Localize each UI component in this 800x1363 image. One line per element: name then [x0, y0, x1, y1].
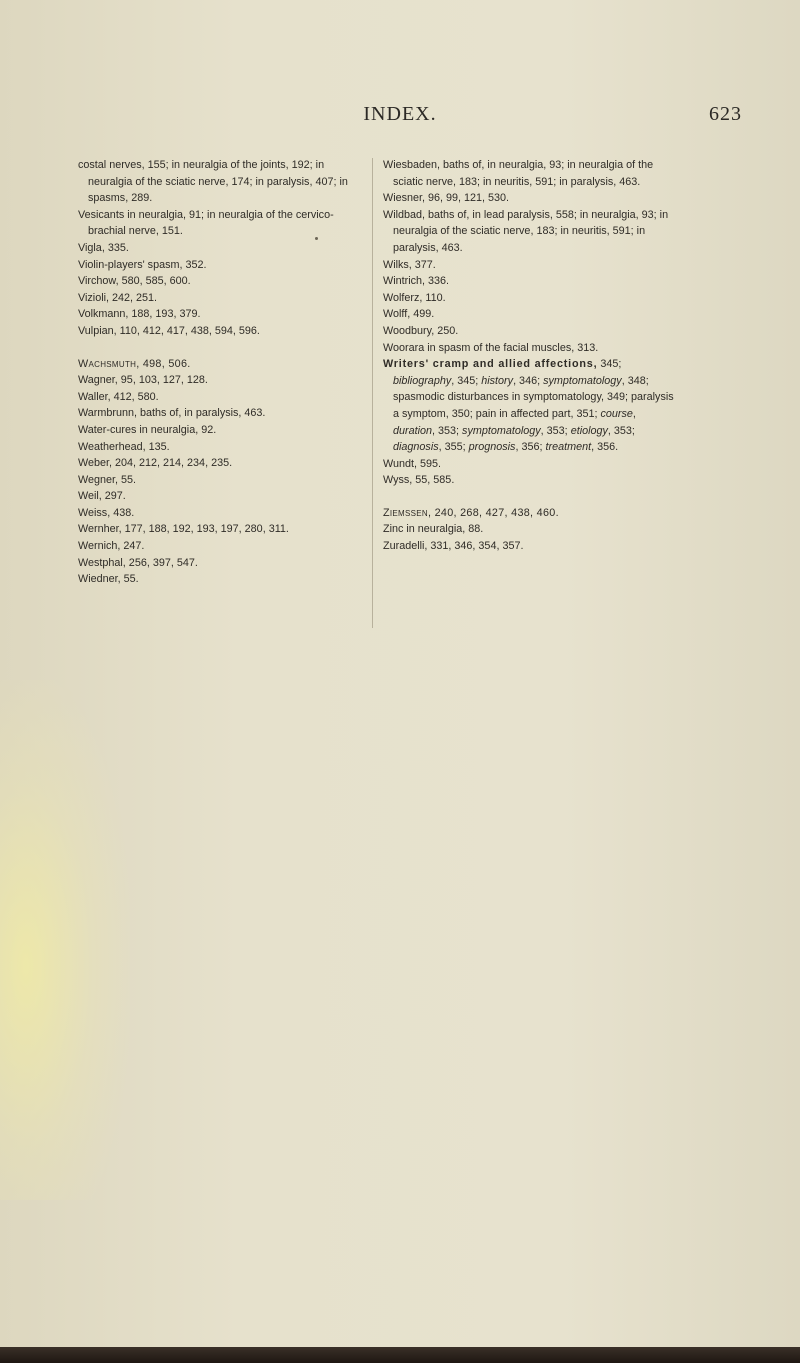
entry-text: , 353;	[607, 424, 635, 437]
entry-text: 345;	[600, 358, 622, 371]
index-entry-writers-cramp	[383, 356, 675, 456]
index-column-right	[383, 157, 675, 555]
index-entry: Wintrich, 336.	[383, 275, 450, 288]
index-entry: costal nerves, 155; in neuralgia of the joints, 192; in neuralgia of the sciatic nerve, 174; in paralysis, 407; in spasms, 289.	[78, 159, 348, 205]
index-entry: Warmbrunn, baths of, in paralysis, 463.	[78, 407, 266, 420]
index-entry: Woorara in spasm of the facial muscles, 313.	[383, 341, 599, 354]
index-entry: Wiesbaden, baths of, in neuralgia, 93; in neuralgia of the sciatic nerve, 183; in neuritis, 591; in paralysis, 463.	[383, 159, 654, 188]
index-entry: Wolferz, 110.	[383, 291, 446, 304]
entry-text: , 353;	[540, 424, 571, 437]
entry-subhead: duration	[393, 424, 433, 437]
index-entry: Wegner, 55.	[78, 473, 137, 486]
index-entry: Volkmann, 188, 193, 379.	[78, 308, 201, 321]
entry-text: , 348; spasmodic disturbances in symptomatology, 349; paralysis a symptom, 350; pain in affected part, 351;	[393, 374, 674, 420]
entry-text: , 356;	[515, 441, 546, 454]
index-entry: Zinc in neuralgia, 88.	[383, 523, 484, 536]
running-title: INDEX.	[363, 103, 437, 125]
entry-subhead: course	[600, 407, 633, 420]
index-entry: Vizioli, 242, 251.	[78, 291, 158, 304]
entry-subhead: prognosis	[468, 441, 516, 454]
index-entry: Weil, 297.	[78, 490, 126, 503]
index-entry: Wundt, 595.	[383, 457, 442, 470]
index-entry: Wachsmuth, 498, 506.	[78, 357, 191, 370]
entry-subhead: symptomatology	[543, 374, 622, 387]
index-entry: Vesicants in neuralgia, 91; in neuralgia of the cervico-brachial nerve, 151.	[78, 208, 334, 238]
paper-stain	[0, 680, 130, 1200]
index-entry: Wildbad, baths of, in lead paralysis, 558; in neuralgia, 93; in neuralgia of the sciatic nerve, 183; in neuritis, 591; in paralysis, 463.	[383, 208, 669, 254]
index-entry: Violin-players' spasm, 352.	[78, 258, 207, 271]
index-entry: Westphal, 256, 397, 547.	[78, 556, 198, 569]
entry-subhead: diagnosis	[393, 441, 439, 454]
index-entry: Virchow, 580, 585, 600.	[78, 275, 191, 288]
index-entry: Weiss, 438.	[78, 506, 135, 519]
index-entry: Vulpian, 110, 412, 417, 438, 594, 596.	[78, 324, 260, 337]
entry-text: , 346;	[513, 374, 544, 387]
index-entry: Vigla, 335.	[78, 241, 129, 254]
index-entry: Wyss, 55, 585.	[383, 474, 455, 487]
index-entry: Wolff, 499.	[383, 308, 435, 321]
index-column-left	[78, 157, 368, 588]
entry-text: , 345;	[451, 374, 482, 387]
index-entry: Wagner, 95, 103, 127, 128.	[78, 374, 208, 387]
index-entry: Wilks, 377.	[383, 258, 436, 271]
index-entry: Water-cures in neuralgia, 92.	[78, 423, 217, 436]
column-divider	[372, 158, 373, 628]
entry-subhead: symptomatology	[462, 424, 541, 437]
entry-subhead: bibliography	[393, 374, 452, 387]
entry-text: ,	[632, 407, 636, 420]
entry-text: , 353;	[432, 424, 463, 437]
index-entry: Wernher, 177, 188, 192, 193, 197, 280, 311.	[78, 523, 289, 536]
ink-fleck	[315, 237, 318, 240]
entry-heading: Writers' cramp and allied affections,	[383, 358, 598, 371]
letter-gap	[78, 340, 368, 356]
letter-gap	[383, 489, 675, 505]
index-entry: Wiesner, 96, 99, 121, 530.	[383, 192, 510, 205]
index-entry: Ziemssen, 240, 268, 427, 438, 460.	[383, 506, 559, 519]
entry-subhead: history	[481, 374, 514, 387]
entry-text: , 356.	[591, 441, 619, 454]
entry-text: , 355;	[438, 441, 469, 454]
entry-subhead: etiology	[570, 424, 608, 437]
index-entry: Wernich, 247.	[78, 540, 145, 553]
index-entry: Weber, 204, 212, 214, 234, 235.	[78, 457, 233, 470]
page-number: 623	[709, 103, 742, 125]
index-entry: Weatherhead, 135.	[78, 440, 170, 453]
page-header	[0, 103, 800, 143]
index-entry: Zuradelli, 331, 346, 354, 357.	[383, 540, 524, 553]
index-entry: Woodbury, 250.	[383, 324, 459, 337]
scan-edge-band	[0, 1347, 800, 1363]
index-entry: Wiedner, 55.	[78, 573, 139, 586]
index-entry: Waller, 412, 580.	[78, 390, 159, 403]
entry-subhead: treatment	[545, 441, 592, 454]
